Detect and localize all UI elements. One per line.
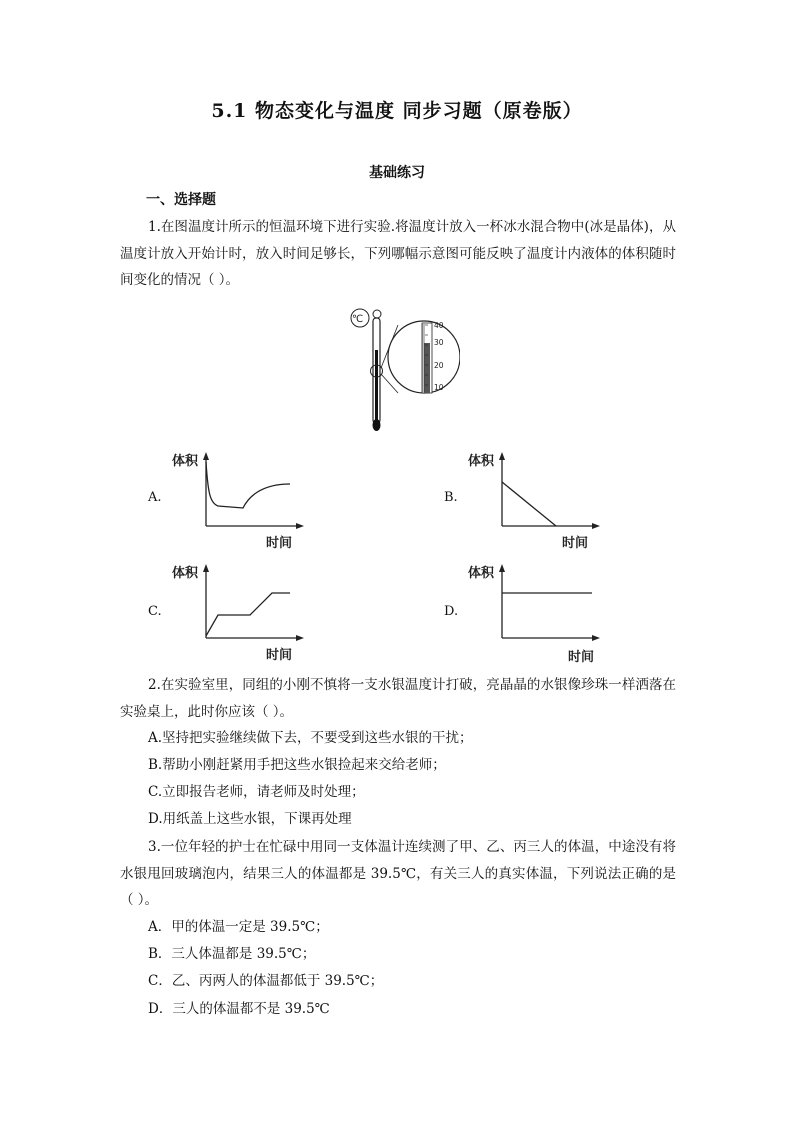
option-label-b: B. (444, 490, 458, 505)
question-2-option-c: C.立即报告老师，请老师及时处理； (148, 784, 365, 800)
thermometer-unit: ℃ (352, 314, 364, 325)
section-title: 基础练习 (369, 165, 425, 181)
graph-c (168, 560, 308, 665)
graph-a-curve (206, 462, 290, 508)
question-2-option-a: A.坚持把实验继续做下去，不要受到这些水银的干扰； (148, 730, 473, 746)
question-3-option-d: D．三人的体温都不是 39.5℃ (148, 1001, 330, 1017)
question-3-text: 3.一位年轻的护士在忙碌中用同一支体温计连续测了甲、乙、丙三人的体温，中途没有将水银甩回玻璃泡内，结果三人的体温都是 39.5℃，有关三人的真实体温，下列说法正确的是（ ）。 (120, 839, 676, 908)
graph-d (464, 560, 604, 665)
thermometer-figure (340, 305, 460, 435)
graph-d-xlabel: 时间 (568, 650, 595, 665)
graph-a-ylabel: 体积 (172, 454, 199, 469)
tick-label-40: 40 (434, 321, 444, 330)
graph-b-xlabel: 时间 (562, 536, 589, 551)
liquid-column (424, 343, 430, 393)
tick-label-10: 10 (434, 383, 444, 392)
thermometer-hanger (373, 310, 381, 318)
question-2-text: 2.在实验室里，同组的小刚不慎将一支水银温度计打破，亮晶晶的水银像珍珠一样洒落在实验桌上，此时你应该（ ）。 (120, 677, 676, 720)
question-1-text: 1.在图温度计所示的恒温环境下进行实验.将温度计放入一杯冰水混合物中(冰是晶体)，从温度计放入开始计时，放入时间足够长，下列哪幅示意图可能反映了温度计内液体的体积随时间变化的情况（ ）。 (120, 219, 676, 288)
question-3-option-a: A．甲的体温一定是 39.5℃； (148, 919, 329, 935)
graph-c-ylabel: 体积 (172, 566, 199, 581)
question-3-option-b: B．三人体温都是 39.5℃； (148, 946, 316, 962)
thermometer-bulb (373, 419, 381, 431)
option-label-d: D. (444, 604, 459, 619)
graph-b (464, 448, 604, 553)
question-3-option-c: C．乙、丙两人的体温都低于 39.5℃； (148, 973, 384, 989)
graph-a (168, 448, 308, 553)
tick-label-30: 30 (434, 338, 444, 347)
graph-c-xlabel: 时间 (266, 648, 293, 663)
question-2-option-d: D.用纸盖上这些水银，下课再处理 (148, 811, 352, 827)
graph-d-ylabel: 体积 (468, 566, 495, 581)
option-label-a: A. (148, 490, 162, 505)
subsection-title: 一、选择题 (146, 192, 216, 208)
option-label-c: C. (148, 604, 162, 619)
document-title: 5.1 物态变化与温度 同步习题（原卷版） (211, 100, 583, 122)
graph-c-line (206, 593, 290, 636)
question-2-option-b: B.帮助小刚赶紧用手把这些水银捡起来交给老师； (148, 757, 446, 773)
graph-a-xlabel: 时间 (266, 536, 293, 551)
graph-b-line (502, 482, 556, 526)
graph-b-ylabel: 体积 (468, 454, 495, 469)
tick-label-20: 20 (434, 361, 444, 370)
